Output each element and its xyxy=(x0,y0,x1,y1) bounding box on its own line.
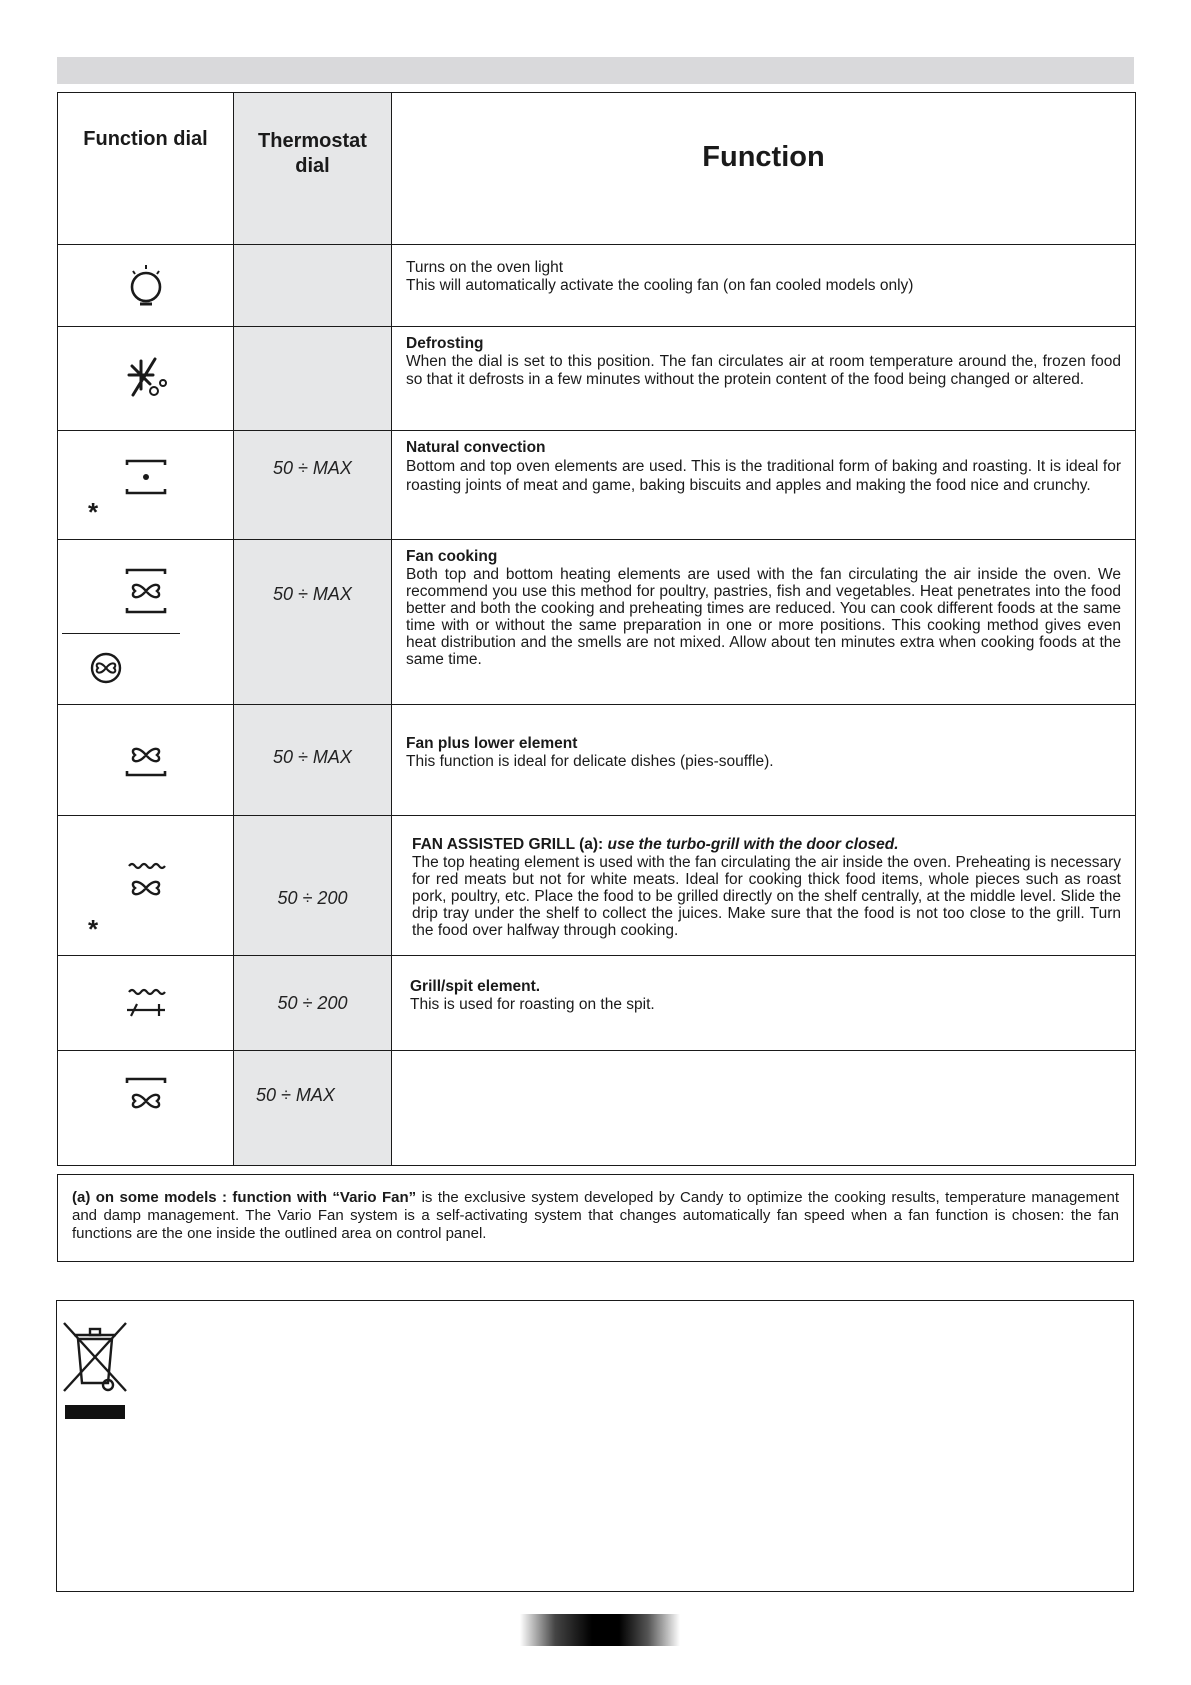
thermostat-value: 50 ÷ 200 xyxy=(234,956,392,1051)
table-row xyxy=(58,705,1136,816)
function-title: Fan cooking xyxy=(406,548,498,565)
function-description xyxy=(392,327,1136,431)
function-title-italic: use the turbo-grill with the door closed. xyxy=(607,836,899,853)
vario-fan-note xyxy=(57,1174,1134,1262)
function-title: Defrosting xyxy=(406,335,484,352)
function-text: This is used for roasting on the spit. xyxy=(410,996,655,1013)
function-table xyxy=(57,92,1136,1166)
defrost-icon xyxy=(121,353,171,403)
weee-disposal-box xyxy=(56,1300,1134,1592)
page-number-badge xyxy=(520,1614,680,1646)
function-icon-cell xyxy=(58,540,234,705)
function-header: Function xyxy=(392,93,1136,245)
function-icon-cell xyxy=(58,431,234,540)
header-bar xyxy=(57,57,1134,84)
thermostat-value: 50 ÷ MAX xyxy=(234,540,392,705)
table-row xyxy=(58,540,1136,705)
function-icon-cell xyxy=(58,327,234,431)
note-text: is the exclusive system developed by Candy to optimize the cooking results, temperature management and damp management. The Vario Fan system is a self-activating system that changes automatically fan speed when a fan function is chosen: the fan functions are the one inside the outlined area on control panel. xyxy=(72,1189,1119,1242)
function-icon-cell xyxy=(58,956,234,1051)
table-row xyxy=(58,956,1136,1051)
fan-assisted-grill-icon xyxy=(121,858,171,914)
crossed-out-bin-icon xyxy=(60,1317,130,1397)
function-description xyxy=(392,705,1136,816)
table-row xyxy=(58,431,1136,540)
grill-spit-icon xyxy=(121,984,171,1024)
function-icon-cell xyxy=(58,245,234,327)
function-text: This function is ideal for delicate dishes (pies-souffle). xyxy=(406,753,774,770)
table-row xyxy=(58,816,1136,956)
table-row xyxy=(58,1051,1136,1166)
thermostat-value: 50 ÷ MAX xyxy=(234,705,392,816)
function-text: Bottom and top oven elements are used. This is the traditional form of baking and roasting. It is ideal for roasting joints of meat and game, baking biscuits and apples and making the food nice and crunchy. xyxy=(406,458,1121,494)
weee-bar xyxy=(65,1405,125,1419)
function-title: Fan plus lower element xyxy=(406,735,578,752)
function-icon-cell xyxy=(58,1051,234,1166)
note-lead: (a) on some models : function with “Vario Fan” xyxy=(72,1189,417,1206)
model-asterisk: * xyxy=(88,914,99,944)
description-line: Turns on the oven light xyxy=(406,259,564,276)
thermostat-cell xyxy=(234,327,392,431)
thermostat-dial-header: Thermostat dial xyxy=(234,93,392,245)
function-description xyxy=(392,956,1136,1051)
description-line: This will automatically activate the cooling fan (on fan cooled models only) xyxy=(406,277,914,294)
table-header-row xyxy=(58,93,1136,245)
function-description xyxy=(392,245,1136,327)
table-row xyxy=(58,327,1136,431)
fan-cooking-icon xyxy=(121,564,171,618)
fan-lower-element-icon xyxy=(121,733,171,783)
thermostat-value: 50 ÷ MAX xyxy=(234,1051,392,1166)
function-icon-cell xyxy=(58,816,234,956)
function-title-bold: FAN ASSISTED GRILL (a): xyxy=(412,836,604,853)
thermostat-cell xyxy=(234,245,392,327)
table-row xyxy=(58,245,1136,327)
fan-top-element-icon xyxy=(121,1073,171,1119)
function-description xyxy=(392,816,1136,956)
natural-convection-icon xyxy=(121,453,171,503)
thermostat-value: 50 ÷ MAX xyxy=(234,431,392,540)
oven-light-icon xyxy=(121,257,171,317)
function-dial-header: Function dial xyxy=(58,93,234,245)
circular-fan-icon xyxy=(86,648,126,688)
function-title xyxy=(412,836,899,853)
function-title: Natural convection xyxy=(406,439,546,456)
function-text: The top heating element is used with the fan circulating the air inside the oven. Preheating is necessary for red meats but not for white meats. Ideal for cooking thick food items, whole pieces such as roast pork, poultry, etc. Place the food to be grilled directly on the shelf centrally, at the middle level. Slide the drip tray under the shelf to collect the juices. Make sure that the food is not too close to the grill. Turn the food over halfway through cooking. xyxy=(412,854,1121,939)
function-text: When the dial is set to this position. The fan circulates air at room temperature around the, frozen food so that it defrosts in a few minutes without the protein content of the food being changed or altered. xyxy=(406,353,1121,388)
icon-divider xyxy=(62,633,180,634)
thermostat-value: 50 ÷ 200 xyxy=(234,816,392,956)
function-text: Both top and bottom heating elements are used with the fan circulating the air inside the oven. We recommend you use this method for poultry, pastries, fish and vegetables. Heat penetrates into the food better and both the cooking and preheating times are reduced. You can cook different foods at the same time with or without the same preparation in one or more positions. This cooking method gives even heat distribution and the smells are not mixed. Allow about ten minutes extra when cooking foods at the same time. xyxy=(406,566,1121,668)
function-icon-cell xyxy=(58,705,234,816)
function-title: Grill/spit element. xyxy=(410,978,541,995)
function-description xyxy=(392,431,1136,540)
function-description xyxy=(392,540,1136,705)
model-asterisk: * xyxy=(88,497,99,527)
function-description xyxy=(392,1051,1136,1166)
